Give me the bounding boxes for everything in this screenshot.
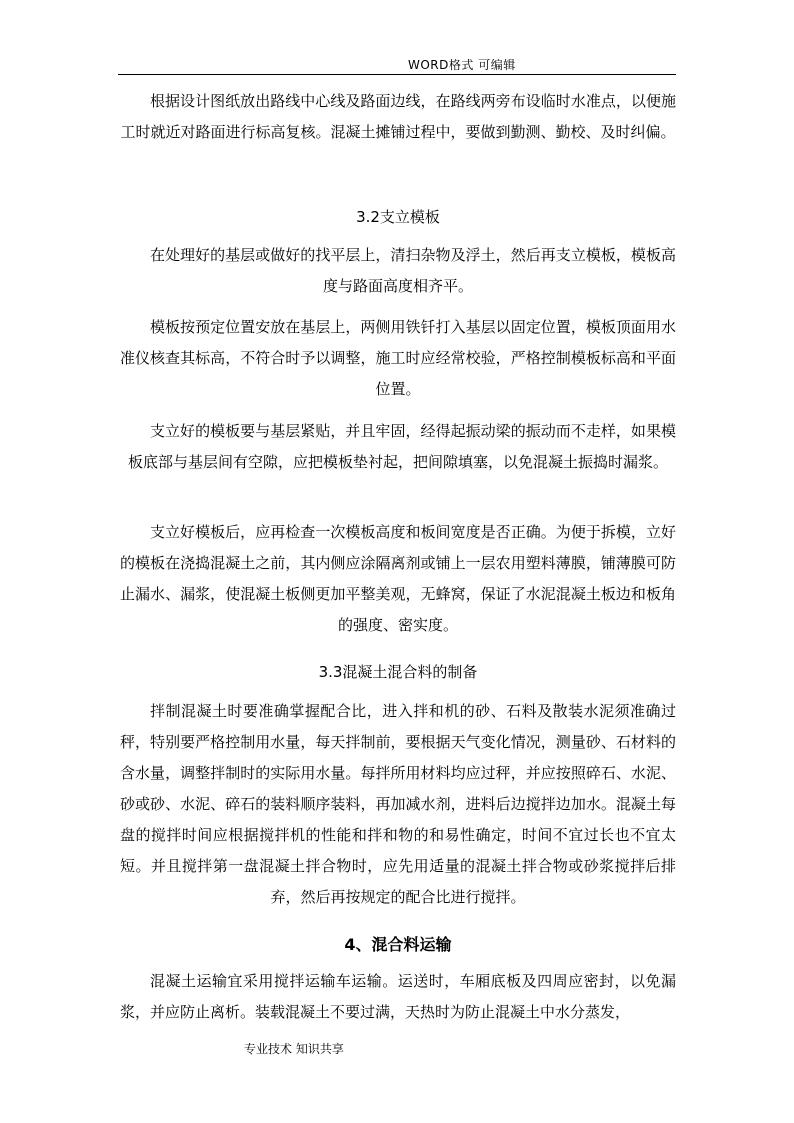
paragraph-centerline: 根据设计图纸放出路线中心线及路面边线，在路线两旁布设临时水准点，以便施工时就近对路面进行标高复核。混凝土摊铺过程中，要做到勤测、勤校、及时纠偏。 (120, 92, 676, 141)
heading-3-3: 3.3混凝土混合料的制备 (318, 663, 478, 681)
header-text: WORD格式 可编辑 (408, 58, 516, 72)
paragraph-formwork-setup: 在处理好的基层或做好的找平层上，清扫杂物及浮土，然后再支立模板，模板高度与路面高度相齐平。 (150, 246, 676, 295)
page-footer: 专业技术 知识共享 (244, 1042, 344, 1056)
heading-4: 4、混合料运输 (344, 935, 452, 954)
paragraph-transport: 混凝土运输宜采用搅拌运输车运输。运送时，车厢底板及四周应密封，以免漏浆，并应防止离析。装载混凝土不要过满，天热时为防止混凝土中水分蒸发， (120, 972, 676, 1021)
page-header (118, 54, 676, 75)
paragraph-formwork-tight: 支立好的模板要与基层紧贴，并且牢固，经得起振动梁的振动而不走样，如果模板底部与基层间有空隙，应把模板垫衬起，把间隙填塞，以免混凝土振捣时漏浆。 (127, 422, 676, 471)
heading-3-2: 3.2支立模板 (356, 208, 440, 226)
paragraph-formwork-check: 支立好模板后，应再检查一次模板高度和板间宽度是否正确。为便于拆模，立好的模板在浇捣混凝土之前，其内侧应涂隔离剂或铺上一层农用塑料薄膜，铺薄膜可防止漏水、漏浆，使混凝土板侧更加平整美观，无蜂窝，保证了水泥混凝土板边和板角的强度、密实度。 (120, 523, 676, 634)
paragraph-formwork-position: 模板按预定位置安放在基层上，两侧用铁钎打入基层以固定位置，模板顶面用水准仪核查其标高，不符合时予以调整，施工时应经常校验，严格控制模板标高和平面位置。 (120, 318, 676, 398)
paragraph-mixing: 拌制混凝土时要准确掌握配合比，进入拌和机的砂、石料及散装水泥须准确过秤，特别要严格控制用水量，每天拌制前，要根据天气变化情况，测量砂、石材料的含水量，调整拌制时的实际用水量。每拌所用材料均应过秤，并应按照碎石、水泥、砂或砂、水泥、碎石的装料顺序装料，再加减水剂，进料后边搅拌边加水。混凝土每盘的搅拌时间应根据搅拌机的性能和拌和物的和易性确定，时间不宜过长也不宜太短。并且搅拌第一盘混凝土拌合物时，应先用适量的混凝土拌合物或砂浆搅拌后排弃，然后再按规定的配合比进行搅拌。 (120, 702, 676, 906)
